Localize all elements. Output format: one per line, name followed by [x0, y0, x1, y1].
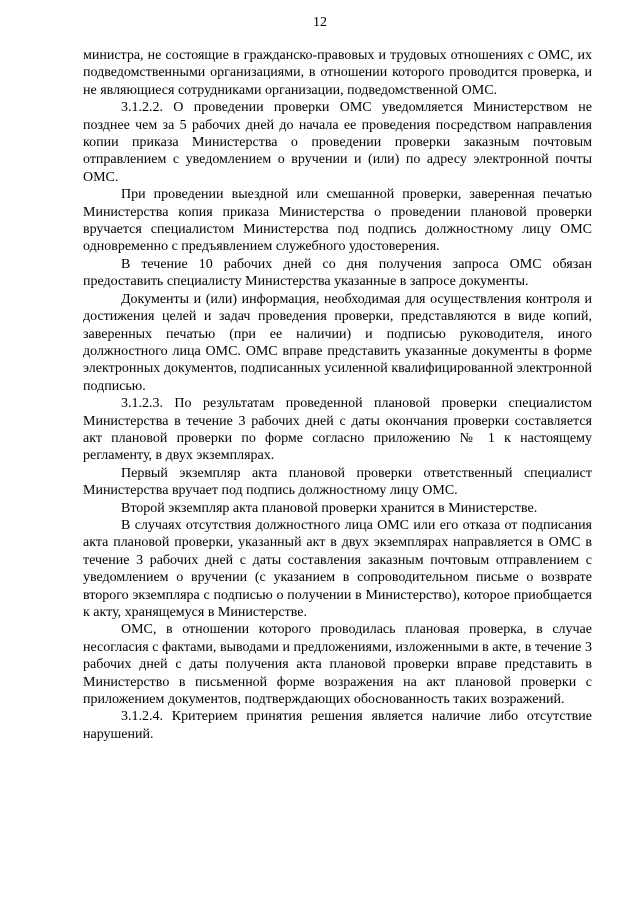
paragraph-3-1-2-3: 3.1.2.3. По результатам проведенной плановой проверки специалистом Министерства в течение 3 рабочих дней с даты окончания проверки составляется акт плановой проверки по форме согласно приложению № 1 к настоящему регламенту, в двух экземплярах. — [83, 396, 592, 464]
paragraph-3-1-2-4: 3.1.2.4. Критерием принятия решения является наличие либо отсутствие нарушений. — [83, 709, 592, 742]
paragraph-documents-deadline: В течение 10 рабочих дней со дня получения запроса ОМС обязан предоставить специалисту Министерства указанные в запросе документы. — [83, 256, 592, 290]
page-body — [83, 47, 592, 743]
paragraph-objections: ОМС, в отношении которого проводилась плановая проверка, в случае несогласия с фактами, выводами и предложениями, изложенными в акте, в течение 3 рабочих дней с даты получения акта плановой проверки вправе представить в Министерство в письменной форме возражения на акт плановой проверки с приложением документов, подтверждающих обоснованность таких возражений. — [83, 622, 592, 708]
paragraph-documents-copies: Документы и (или) информация, необходимая для осуществления контроля и достижения целей и задач проведения проверки, представляются в виде копий, заверенных печатью (при ее наличии) и подписью руководителя, иного должностного лица ОМС. ОМС вправе представить указанные документы в форме электронных документов, подписанных усиленной квалифицированной электронной подписью. — [83, 291, 592, 394]
paragraph-onsite-inspection: При проведении выездной или смешанной проверки, заверенная печатью Министерства копия приказа Министерства о проведении плановой проверки вручается специалистом Министерства под подпись должностному лицу ОМС одновременно с предъявлением служебного удостоверения. — [83, 187, 592, 255]
paragraph-3-1-2-2: 3.1.2.2. О проведении проверки ОМС уведомляется Министерством не позднее чем за 5 рабочих дней до начала ее проведения посредством направления копии приказа Министерства о проведении проверки заказным почтовым отправлением с уведомлением о вручении и (или) по адресу электронной почты ОМС. — [83, 100, 592, 185]
page-number: 12 — [313, 15, 327, 30]
paragraph-continuation: министра, не состоящие в гражданско-правовых и трудовых отношениях с ОМС, их подведомственными организациями, в отношении которого проводится проверка, и не являющиеся сотрудниками организации, подведомственной ОМС. — [83, 48, 592, 98]
paragraph-second-copy: Второй экземпляр акта плановой проверки хранится в Министерстве. — [121, 500, 538, 516]
paragraph-first-copy: Первый экземпляр акта плановой проверки ответственный специалист Министерства вручает под подпись должностному лицу ОМС. — [83, 465, 592, 499]
paragraph-absence-refusal: В случаях отсутствия должностного лица ОМС или его отказа от подписания акта плановой проверки, указанный акт в двух экземплярах направляется в ОМС в течение 3 рабочих дней с даты составления заказным почтовым отправлением с уведомлением о вручении (с указанием в сопроводительном письме о возврате второго экземпляра с подписью о получении в Министерство), которое приобщается к акту, хранящемуся в Министерстве. — [83, 517, 592, 620]
